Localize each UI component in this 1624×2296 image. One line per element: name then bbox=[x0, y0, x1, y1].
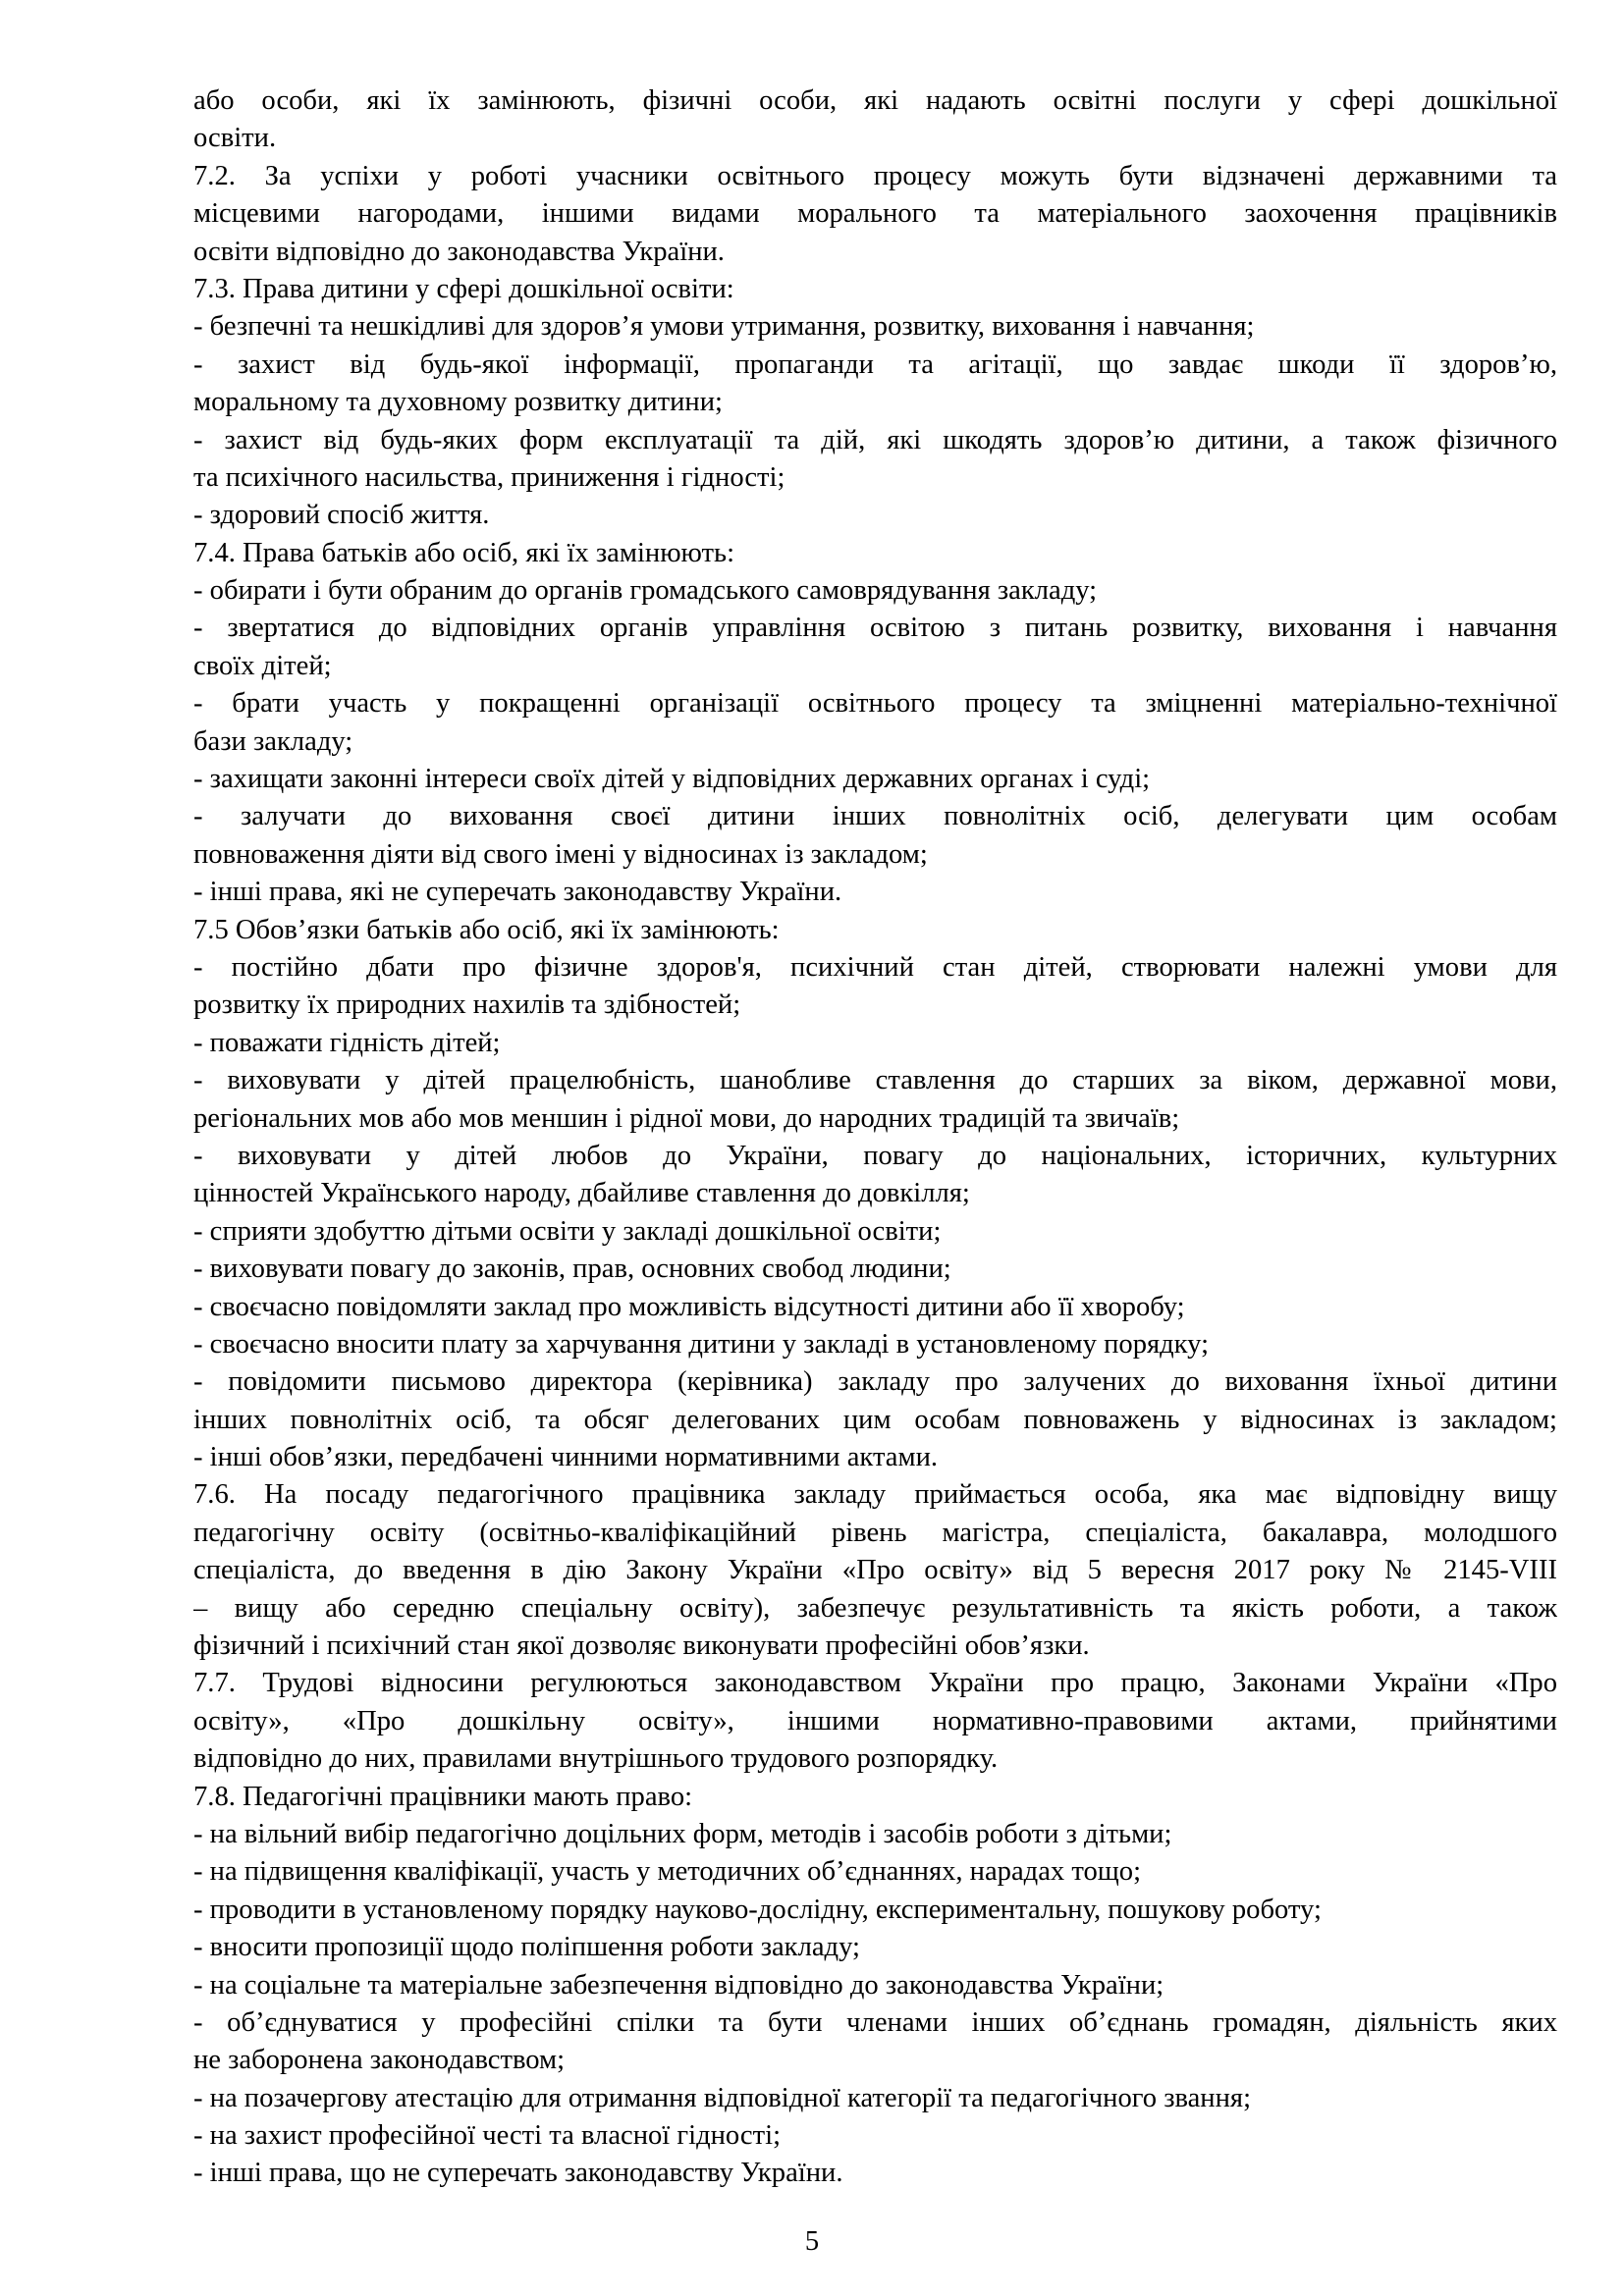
text-line: - на вільний вибір педагогічно доцільних форм, методів і засобів роботи з дітьми; bbox=[193, 1818, 1172, 1849]
text-line: та психічного насильства, приниження і гідності; bbox=[193, 461, 785, 493]
text-line: - безпечні та нешкідливі для здоров’я умови утримання, розвитку, виховання і навчання; bbox=[193, 311, 1255, 343]
text-line: - захист від будь-якої інформації, пропаганди та агітації, що завдає шкоди її здоров’ю, bbox=[193, 348, 1557, 380]
text-line: спеціаліста, до введення в дію Закону України «Про освіту» від 5 вересня 2017 року № 2145-VIII bbox=[193, 1555, 1557, 1586]
text-line: - виховувати повагу до законів, прав, основних свобод людини; bbox=[193, 1254, 951, 1285]
text-line: - захищати законні інтереси своїх дітей у відповідних державних органах і суді; bbox=[193, 764, 1151, 795]
text-line: цінностей Українського народу, дбайливе ставлення до довкілля; bbox=[193, 1178, 970, 1209]
text-line: освіти відповідно до законодавства України. bbox=[193, 236, 725, 267]
text-line: педагогічну освіту (освітньо-кваліфікаційний рівень магістра, спеціаліста, бакалавра, молодшого bbox=[193, 1517, 1557, 1548]
text-line: відповідно до них, правилами внутрішнього трудового розпорядку. bbox=[193, 1743, 999, 1775]
text-line: - залучати до виховання своєї дитини інших повнолітніх осіб, делегувати цим особам bbox=[193, 801, 1557, 832]
text-line: - інші права, які не суперечать законодавству України. bbox=[193, 877, 842, 908]
text-line: 7.2. За успіхи у роботі учасники освітнього процесу можуть бути відзначені державними та bbox=[193, 160, 1557, 191]
text-line: - обирати і бути обраним до органів громадського самоврядування закладу; bbox=[193, 575, 1098, 607]
text-line: - інші обов’язки, передбачені чинними нормативними актами. bbox=[193, 1442, 939, 1473]
text-line: - повідомити письмово директора (керівника) закладу про залучених до виховання їхньої дитини bbox=[193, 1366, 1557, 1398]
text-line: - своєчасно вносити плату за харчування дитини у закладі в установленому порядку; bbox=[193, 1328, 1210, 1360]
text-line: 7.4. Права батьків або осіб, які їх замінюють: bbox=[193, 537, 735, 568]
text-line: 7.3. Права дитини у сфері дошкільної освіти: bbox=[193, 273, 734, 304]
text-line: 7.6. На посаду педагогічного працівника закладу приймається особа, яка має відповідну вищу bbox=[193, 1479, 1557, 1511]
text-line: - інші права, що не суперечать законодавству України. bbox=[193, 2158, 843, 2189]
document-body bbox=[193, 82, 1557, 2193]
text-line: - на соціальне та матеріальне забезпечення відповідно до законодавства України; bbox=[193, 1969, 1164, 2001]
text-line: місцевими нагородами, іншими видами морального та матеріального заохочення працівників bbox=[193, 198, 1557, 230]
text-line: 7.7. Трудові відносини регулюються законодавством України про працю, Законами України «Про bbox=[193, 1668, 1557, 1699]
text-line: 7.8. Педагогічні працівники мають право: bbox=[193, 1781, 693, 1812]
text-line: освіти. bbox=[193, 123, 277, 154]
text-line: - поважати гідність дітей; bbox=[193, 1027, 501, 1058]
text-line: - захист від будь-яких форм експлуатації та дій, які шкодять здоров’ю дитини, а також фізичного bbox=[193, 424, 1557, 455]
text-line: - вносити пропозиції щодо поліпшення роботи закладу; bbox=[193, 1932, 860, 1963]
text-line: не заборонена законодавством; bbox=[193, 2045, 566, 2076]
text-line: - на захист професійної честі та власної гідності; bbox=[193, 2120, 782, 2152]
text-line: або особи, які їх замінюють, фізичні особи, які надають освітні послуги у сфері дошкільної bbox=[193, 85, 1557, 116]
text-line: - на підвищення кваліфікації, участь у методичних об’єднаннях, нарадах тощо; bbox=[193, 1856, 1142, 1888]
text-line: - своєчасно повідомляти заклад про можливість відсутності дитини або її хворобу; bbox=[193, 1291, 1185, 1322]
text-line: - звертатися до відповідних органів управління освітою з питань розвитку, виховання і навчання bbox=[193, 613, 1557, 644]
text-line: - здоровий спосіб життя. bbox=[193, 500, 490, 531]
text-line: - виховувати у дітей працелюбність, шанобливе ставлення до старших за віком, державної мови, bbox=[193, 1065, 1557, 1096]
page-number: 5 bbox=[804, 2226, 820, 2257]
text-line: освіту», «Про дошкільну освіту», іншими нормативно-правовими актами, прийнятими bbox=[193, 1705, 1557, 1736]
text-line: - сприяти здобуттю дітьми освіти у закладі дошкільної освіти; bbox=[193, 1215, 942, 1247]
text-line: своїх дітей; bbox=[193, 650, 332, 681]
text-line: - на позачергову атестацію для отримання відповідної категорії та педагогічного звання; bbox=[193, 2082, 1252, 2113]
text-line: регіональних мов або мов меншин і рідної мови, до народних традицій та звичаїв; bbox=[193, 1102, 1180, 1134]
text-line: – вищу або середню спеціальну освіту), забезпечує результативність та якість роботи, а також bbox=[193, 1592, 1557, 1624]
text-line: розвитку їх природних нахилів та здібностей; bbox=[193, 989, 741, 1021]
text-line: фізичний і психічний стан якої дозволяє виконувати професійні обов’язки. bbox=[193, 1630, 1090, 1662]
text-line: повноваження діяти від свого імені у відносинах із закладом; bbox=[193, 838, 928, 870]
text-line: - постійно дбати про фізичне здоров'я, психічний стан дітей, створювати належні умови для bbox=[193, 951, 1557, 983]
text-line: - брати участь у покращенні організації освітнього процесу та зміцненні матеріально-технічної bbox=[193, 688, 1557, 720]
text-line: - виховувати у дітей любов до України, повагу до національних, історичних, культурних bbox=[193, 1140, 1557, 1171]
text-line: моральному та духовному розвитку дитини; bbox=[193, 387, 723, 418]
text-line: інших повнолітніх осіб, та обсяг делегованих цим особам повноважень у відносинах із закладом; bbox=[193, 1404, 1557, 1435]
text-line: бази закладу; bbox=[193, 725, 353, 757]
text-line: - об’єднуватися у професійні спілки та бути членами інших об’єднань громадян, діяльність яких bbox=[193, 2006, 1557, 2038]
text-line: - проводити в установленому порядку науково-дослідну, експериментальну, пошукову роботу; bbox=[193, 1894, 1322, 1925]
text-line: 7.5 Обов’язки батьків або осіб, які їх замінюють: bbox=[193, 914, 780, 945]
